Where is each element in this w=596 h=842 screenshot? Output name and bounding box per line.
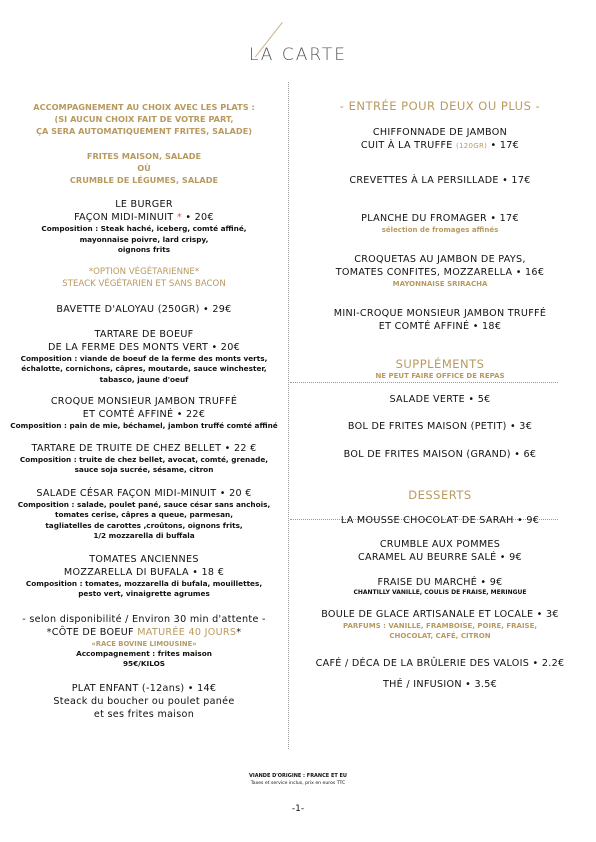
composition-line: pesto vert, vinaigrette agrumes (78, 589, 210, 598)
dish-name: CROQUETAS AU JAMBON DE PAYS, (354, 254, 526, 265)
intro-line: ÇA SERA AUTOMATIQUEMENT FRITES, SALADE) (35, 126, 253, 136)
dish-description: Steack du boucher ou poulet panée (53, 695, 235, 707)
section-title-desserts: DESSERTS (408, 488, 472, 502)
intro-line: ACCOMPAGNEMENT AU CHOIX AVEC LES PLATS : (33, 102, 255, 112)
menu-item-burger (0, 198, 288, 256)
dish-note: sélection de fromages affinés (381, 226, 499, 234)
availability-note: - selon disponibilité / Environ 30 min d'attente - (22, 613, 266, 625)
dish-name (0, 211, 288, 224)
menu-item-frites-grand: BOL DE FRITES MAISON (GRAND) • 6€ (343, 449, 537, 460)
dish-price: • 20€ (181, 212, 214, 223)
desserts-section (292, 488, 588, 691)
composition-line: Composition : tomates, mozzarella di bufala, mouillettes, (25, 578, 263, 588)
column-divider (288, 82, 289, 749)
section-title-entree: - ENTRÉE POUR DEUX OU PLUS - (339, 99, 541, 113)
composition-line: Composition : Steak haché, iceberg, comté affiné, (41, 224, 247, 233)
menu-item-cafe: CAFÉ / DÉCA DE LA BRÛLERIE DES VALOIS • 2.2€ (315, 657, 565, 669)
tax-note: Taxes et service inclus, prix en euros TTC (250, 781, 346, 786)
glace-flavours: CHOCOLAT, CAFÉ, CITRON (389, 631, 491, 640)
composition-line: Accompagnement : frites maison (76, 648, 212, 658)
dish-name (292, 139, 588, 153)
vegetarian-option (0, 266, 288, 290)
menu-item-salade-cesar (0, 487, 288, 542)
menu-item-cote-de-boeuf (0, 613, 288, 670)
menu-item-fraise: FRAISE DU MARCHÉ • 9€ (377, 577, 503, 588)
composition-line: Composition : truite de chez bellet, avocat, comté, grenade, (19, 454, 269, 464)
dish-name: TARTARE DE TRUITE DE CHEZ BELLET • 22 € (31, 442, 257, 454)
dish-name: PLAT ENFANT (-12ans) • 14€ (71, 682, 217, 694)
dish-name-part: CUIT À LA TRUFFE (360, 140, 456, 151)
menu-item-croque (0, 395, 288, 432)
composition-line: Composition : salade, poulet pané, sauce césar sans anchois, (17, 499, 271, 509)
glace-flavours: PARFUMS : VANILLE, FRAMBOISE, POIRE, FRAISE, (342, 621, 538, 630)
menu-item-the: THÉ / INFUSION • 3.5€ (382, 678, 498, 690)
dish-name: CROQUE MONSIEUR JAMBON TRUFFÉ (50, 396, 238, 407)
composition-line: tomates cerise, câpres a queue, parmesan, (54, 510, 234, 519)
composition-line: tagliatelles de carottes ,croûtons, oignons frits, (45, 520, 243, 530)
menu-item-bavette (0, 303, 288, 316)
composition-line: Composition : viande de boeuf de la ferme des monts verts, (20, 353, 268, 363)
dish-name: CREVETTES À LA PERSILLADE • 17€ (349, 175, 531, 186)
menu-item-chiffonnade (292, 126, 588, 153)
composition-line: tabasco, jaune d'oeuf (99, 374, 189, 384)
dish-price: • 17€ (487, 140, 520, 151)
weight-label: (120GR) (455, 142, 488, 150)
dish-name-part: FAÇON MIDI-MINUIT (74, 212, 177, 223)
dish-description: et ses frites maison (93, 708, 195, 720)
menu-item-planche (292, 212, 588, 235)
menu-item-crevettes (292, 174, 588, 187)
composition-line: mayonnaise poivre, lard crispy, (79, 234, 209, 244)
accompaniment-intro (0, 101, 288, 137)
veg-line: *OPTION VÉGÉTARIENNE* (88, 266, 200, 277)
section-note: NE PEUT FAIRE OFFICE DE REPAS (375, 372, 505, 380)
dish-name: ET COMTÉ AFFINÉ • 18€ (378, 321, 502, 332)
menu-item-glace: BOULE DE GLACE ARTISANALE ET LOCALE • 3€ (321, 608, 559, 620)
page-title: LA CARTE (248, 45, 348, 65)
dish-name: CHIFFONNADE DE JAMBON (372, 127, 508, 138)
menu-item-tartare-truite (0, 442, 288, 476)
composition-line: oignons frits (117, 245, 171, 254)
section-title-supplements: SUPPLÉMENTS (395, 357, 485, 371)
dish-name: TOMATES CONFITES, MOZZARELLA • 16€ (335, 267, 545, 278)
menu-item-tomates (0, 553, 288, 600)
dish-name: ET COMTÉ AFFINÉ • 22€ (82, 409, 206, 420)
dish-name: TARTARE DE BOEUF (94, 328, 194, 340)
dish-name: LE BURGER (115, 199, 173, 210)
accompaniment-choices (0, 150, 288, 186)
composition-line: Composition : pain de mie, béchamel, jambon truffé comté affiné (10, 421, 278, 430)
menu-item-tartare-boeuf (0, 328, 288, 386)
dish-note: CHANTILLY VANILLE, COULIS DE FRAISE, MERINGUE (353, 589, 527, 596)
intro-line: (SI AUCUN CHOIX FAIT DE VOTRE PART, (54, 114, 234, 124)
menu-item-crumble-line: CARAMEL AU BEURRE SALÉ • 9€ (358, 552, 522, 563)
menu-item-frites-petit: BOL DE FRITES MAISON (PETIT) • 3€ (347, 421, 533, 432)
dish-name: PLANCHE DU FROMAGER • 17€ (361, 213, 519, 224)
page-number: -1- (291, 804, 305, 814)
dish-name: TOMATES ANCIENNES (89, 553, 199, 565)
main-dishes-column (0, 101, 288, 721)
dish-name (0, 626, 288, 639)
composition-line: échalotte, cornichons, câpres, moutarde, sauce winchester, (21, 364, 267, 373)
footer (0, 773, 596, 787)
supplements-section (292, 357, 588, 461)
dish-name: MOZZARELLA DI BUFALA • 18 € (63, 566, 225, 578)
menu-item-salade-verte: SALADE VERTE • 5€ (389, 394, 491, 405)
menu-item-crumble: CRUMBLE AUX POMMES (379, 539, 501, 550)
composition-line: sauce soja sucrée, sésame, citron (74, 465, 214, 474)
dish-name: BAVETTE D'ALOYAU (250GR) • 29€ (56, 303, 232, 315)
dish-name: MINI-CROQUE MONSIEUR JAMBON TRUFFÉ (333, 308, 547, 319)
race-label: «RACE BOVINE LIMOUSINE» (91, 639, 197, 648)
menu-item-croquetas (292, 253, 588, 289)
dish-name-part: *CÔTE DE BOEUF (46, 626, 138, 638)
starters-desserts-column (292, 99, 588, 691)
price-per-kilo: 95€/KILOS (122, 659, 166, 668)
choice-line: CRUMBLE DE LÉGUMES, SALADE (69, 175, 219, 185)
menu-item-mini-croque (292, 307, 588, 333)
dish-name-part: * (236, 626, 242, 638)
choice-line: FRITES MAISON, SALADE (86, 151, 202, 161)
dish-name: DE LA FERME DES MONTS VERT • 20€ (47, 341, 241, 353)
menu-item-mousse: LA MOUSSE CHOCOLAT DE SARAH • 9€ (340, 515, 540, 526)
aging-label: MATURÉE 40 JOURS (137, 626, 237, 638)
menu-item-plat-enfant (0, 682, 288, 721)
veg-line: STEACK VÉGÉTARIEN ET SANS BACON (62, 278, 226, 289)
choice-line: OÙ (137, 163, 151, 173)
dish-name: SALADE CÉSAR FAÇON MIDI-MINUIT • 20 € (36, 487, 252, 499)
origin-note: VIANDE D'ORIGINE : FRANCE ET EU (249, 773, 347, 779)
star-marker: * (176, 212, 182, 223)
composition-line: 1/2 mozzarella di buffala (93, 531, 195, 540)
dish-note: MAYONNAISE SRIRACHA (392, 280, 488, 288)
